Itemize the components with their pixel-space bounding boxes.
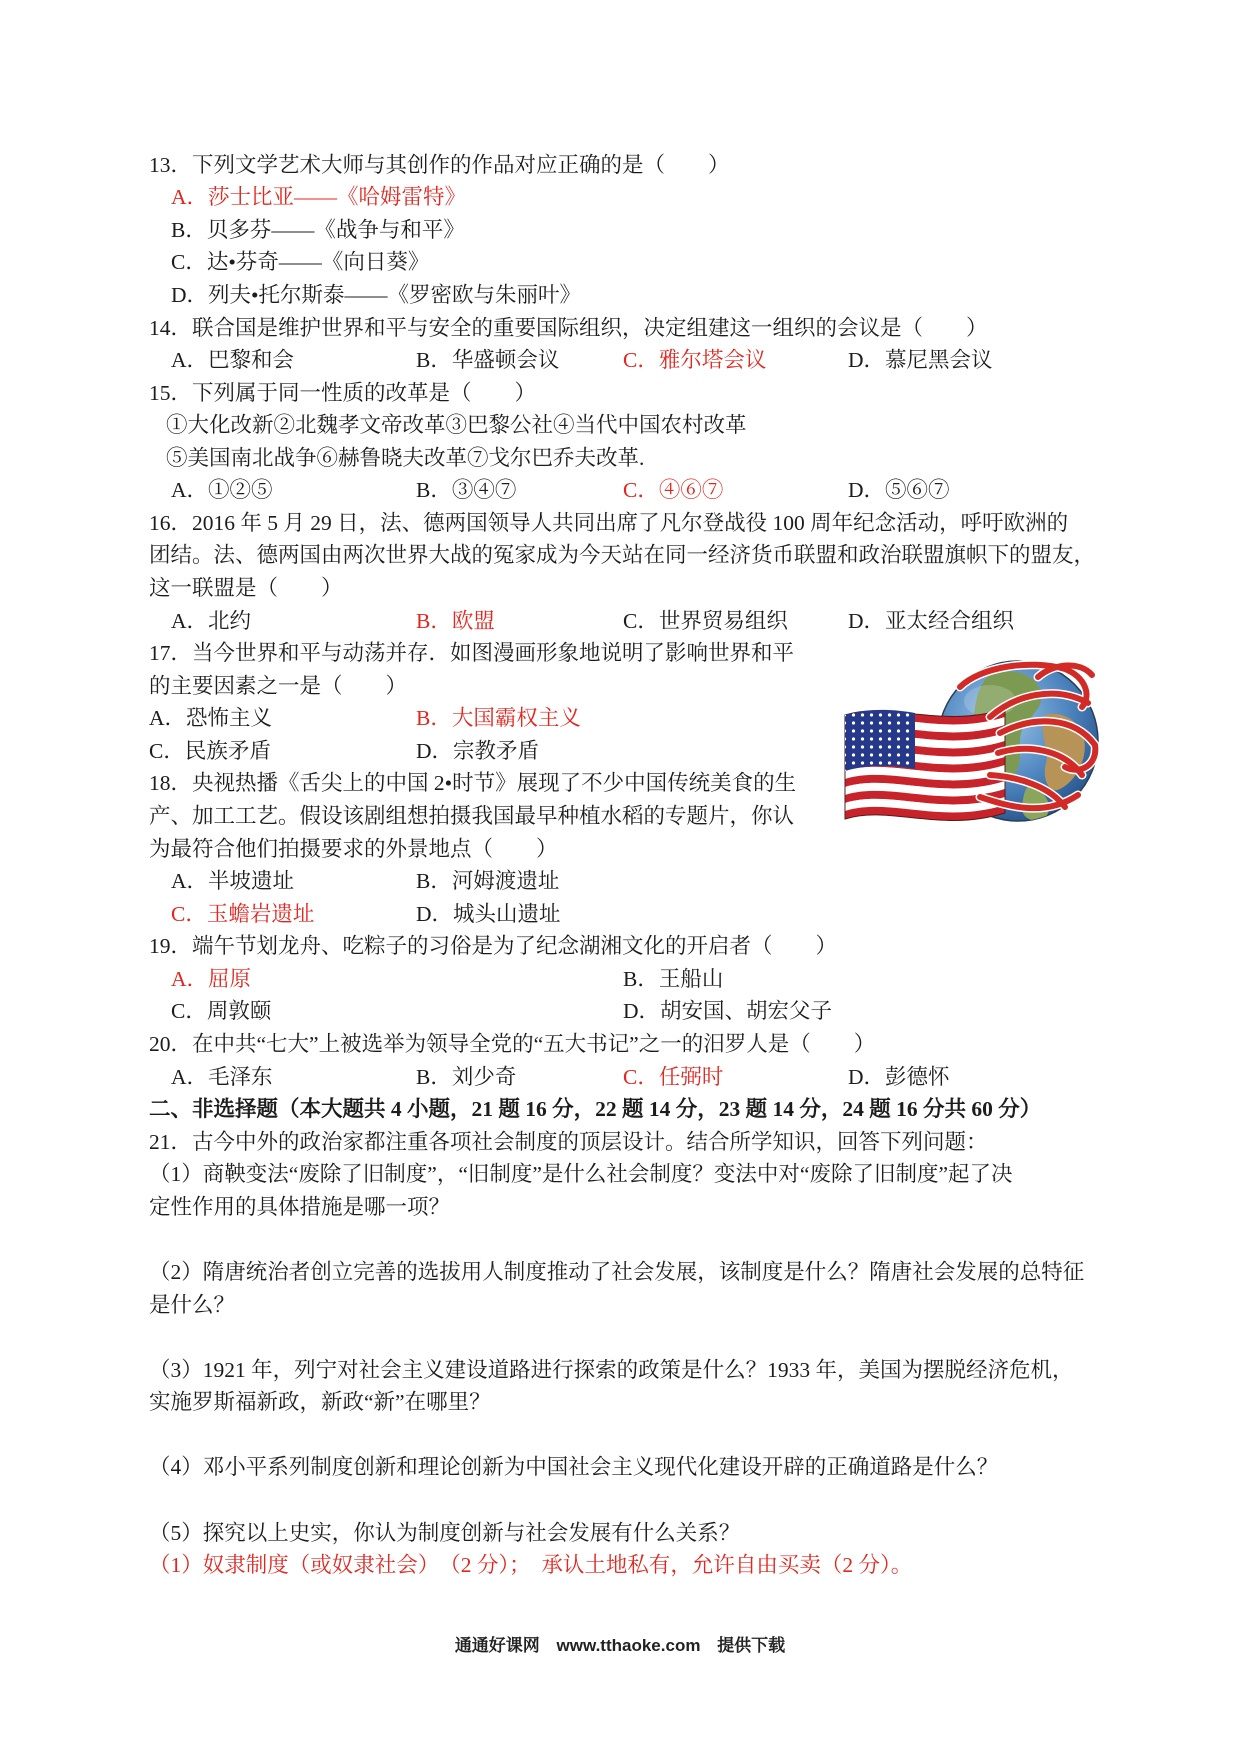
option-b <box>416 865 559 898</box>
option-label: B． <box>416 348 452 372</box>
question-text-line: 团结。法、德两国由两次世界大战的冤家成为今天站在同一经济货币联盟和政治联盟旗帜下的盟友， <box>149 543 1096 568</box>
option-text: 华盛顿会议 <box>451 348 560 372</box>
cartoon-figure <box>840 655 1100 830</box>
option-text: 列夫•托尔斯泰——《罗密欧与朱丽叶》 <box>208 282 582 307</box>
option-b <box>623 963 723 996</box>
question-number: 20． <box>149 1032 193 1056</box>
question-text: 联合国是维护世界和平与安全的重要国际组织，决定组建这一组织的会议是（ ） <box>192 315 988 340</box>
question-stem <box>149 930 837 963</box>
option-text: 半坡遗址 <box>208 869 295 894</box>
option-text: 巴黎和会 <box>208 348 295 372</box>
option-label: D． <box>848 1064 886 1089</box>
question-text: 2016 年 5 月 29 日，法、德两国领导人共同出席了凡尔登战役 100 周年纪念活动，呼吁欧洲的 <box>192 510 1069 535</box>
option-text: 慕尼黑会议 <box>885 348 993 372</box>
question-text: 下列属于同一性质的改革是（ ） <box>192 380 537 405</box>
option-label: D． <box>848 608 886 633</box>
option-d <box>848 1061 950 1094</box>
option-a <box>171 344 294 377</box>
sub-question-1: （1）商鞅变法“废除了旧制度”，“旧制度”是什么社会制度？变法中对“废除了旧制度”起了决 <box>149 1162 1013 1187</box>
option-b <box>416 605 495 638</box>
option-label: B． <box>416 706 452 731</box>
question-text-line: 为最符合他们拍摄要求的外景地点（ ） <box>149 836 558 861</box>
option-text: 河姆渡遗址 <box>451 869 560 894</box>
question-text: 下列文学艺术大师与其创作的作品对应正确的是（ ） <box>192 152 730 177</box>
option-c <box>623 605 788 638</box>
option-label: C． <box>623 1064 659 1089</box>
option-c <box>171 995 271 1028</box>
option-text: 亚太经合组织 <box>885 608 1015 633</box>
answer-line: （1）奴隶制度（或奴隶社会） （2 分）； 承认土地私有，允许自由买卖（2 分）。 <box>149 1553 913 1578</box>
question-stem <box>149 767 796 800</box>
footer-url: www.tthaoke.com <box>556 1636 701 1655</box>
option-text: 恐怖主义 <box>186 706 273 731</box>
option-d <box>848 474 950 507</box>
option-text: ①②⑤ <box>208 478 273 503</box>
option-label: D． <box>848 348 886 372</box>
option-text: 北约 <box>208 608 252 633</box>
option-text: ⑤⑥⑦ <box>885 478 950 503</box>
question-text: 央视热播《舌尖上的中国 2•时节》展现了不少中国传统美食的生 <box>192 771 797 796</box>
sub-question-2: （2）隋唐统治者创立完善的选拔用人制度推动了社会发展，该制度是什么？隋唐社会发展的总特征 <box>149 1260 1085 1284</box>
option-b <box>416 1061 516 1094</box>
option-label: A． <box>171 185 209 210</box>
option-c <box>623 474 723 507</box>
sub-question-3-continued: 实施罗斯福新政，新政“新”在哪里？ <box>149 1390 491 1415</box>
section-heading: 二、非选择题（本大题共 4 小题，21 题 16 分，22 题 14 分，23 题 14 分，24 题 16 分共 60 分） <box>149 1097 1042 1122</box>
option-text: 宗教矛盾 <box>453 738 540 763</box>
option-text: 王船山 <box>658 966 724 991</box>
option-a <box>171 474 273 507</box>
option-b <box>416 702 581 735</box>
option-label: D． <box>416 738 454 763</box>
option-text: 胡安国、胡宏父子 <box>660 999 833 1024</box>
option-text: ④⑥⑦ <box>658 478 724 503</box>
option-label: D． <box>171 282 209 307</box>
option-label: A． <box>171 608 209 633</box>
option-d <box>848 605 1014 638</box>
option-label: A． <box>171 348 209 372</box>
option-text: 任弼时 <box>658 1064 724 1089</box>
question-number: 19． <box>149 934 193 959</box>
option-text: 贝多芬——《战争与和平》 <box>206 217 465 242</box>
option-text: 雅尔塔会议 <box>658 348 767 372</box>
option-label: B． <box>171 217 207 242</box>
question-text-line: 产、加工工艺。假设该剧组想拍摄我国最早种植水稻的专题片，你认 <box>149 804 795 828</box>
question-number: 17． <box>149 641 193 666</box>
question-text: 当今世界和平与动荡并存．如图漫画形象地说明了影响世界和平 <box>192 641 795 666</box>
question-number: 21． <box>149 1129 193 1154</box>
question-text: 古今中外的政治家都注重各项社会制度的顶层设计。结合所学知识，回答下列问题： <box>192 1129 988 1154</box>
question-number: 16． <box>149 510 193 535</box>
option-b <box>416 474 516 507</box>
question-number: 13． <box>149 152 193 177</box>
option-label: D． <box>416 901 454 926</box>
option-c <box>171 898 314 931</box>
question-text: 端午节划龙舟、吃粽子的习俗是为了纪念湖湘文化的开启者（ ） <box>192 934 838 959</box>
option-a <box>171 865 294 898</box>
option-text: 屈原 <box>208 966 252 991</box>
option-a <box>171 1061 273 1094</box>
option-text: 彭德怀 <box>885 1064 950 1089</box>
sub-question-5: （5）探究以上史实，你认为制度创新与社会发展有什么关系？ <box>149 1520 741 1545</box>
option-d <box>623 995 832 1028</box>
option-c <box>149 735 271 768</box>
option-d <box>171 279 581 312</box>
question-stem <box>149 1028 875 1061</box>
question-stem <box>149 149 730 182</box>
option-label: B． <box>416 478 452 503</box>
option-text: 城头山遗址 <box>453 901 561 926</box>
option-label: A． <box>149 706 187 731</box>
reform-list-line: ⑤美国南北战争⑥赫鲁晓夫改革⑦戈尔巴乔夫改革. <box>166 445 645 470</box>
option-label: C． <box>171 250 207 275</box>
question-stem <box>149 377 536 410</box>
option-text: 世界贸易组织 <box>658 608 788 633</box>
question-number: 18． <box>149 771 193 796</box>
option-label: B． <box>416 608 452 633</box>
flag-canton <box>845 710 915 771</box>
option-b <box>171 214 465 247</box>
option-label: C． <box>149 738 185 763</box>
question-text: 在中共“七大”上被选举为领导全党的“五大书记”之一的汨罗人是（ ） <box>192 1032 876 1056</box>
option-text: 达•芬奇——《向日葵》 <box>206 250 430 275</box>
footer <box>0 1633 1240 1659</box>
option-label: B． <box>623 966 659 991</box>
option-label: A． <box>171 966 209 991</box>
option-d <box>416 735 539 768</box>
option-text: 毛泽东 <box>208 1064 273 1089</box>
option-text: 民族矛盾 <box>184 738 271 763</box>
sub-question-1-continued: 定性作用的具体措施是哪一项？ <box>149 1194 451 1219</box>
option-text: 玉蟾岩遗址 <box>206 901 315 926</box>
option-d <box>848 344 993 377</box>
question-text-line: 的主要因素之一是（ ） <box>149 673 408 698</box>
question-stem <box>149 637 794 670</box>
question-text-line: 这一联盟是（ ） <box>149 576 343 600</box>
option-b <box>416 344 559 377</box>
sub-question-4: （4）邓小平系列制度创新和理论创新为中国社会主义现代化建设开辟的正确道路是什么？ <box>149 1455 999 1480</box>
option-label: C． <box>171 999 207 1024</box>
option-label: B． <box>416 869 452 894</box>
option-a <box>149 702 272 735</box>
question-number: 14． <box>149 315 193 340</box>
option-a <box>171 605 251 638</box>
footer-site: 通通好课网 <box>454 1636 540 1655</box>
option-text: 莎士比亚——《哈姆雷特》 <box>208 185 467 210</box>
option-d <box>416 898 561 931</box>
option-c <box>171 246 429 279</box>
option-text: 周敦颐 <box>206 999 272 1024</box>
option-label: C． <box>623 608 659 633</box>
question-stem <box>149 312 988 345</box>
footer-action: 提供下载 <box>717 1636 786 1655</box>
option-c <box>623 344 766 377</box>
question-stem <box>149 507 1068 540</box>
sub-question-3: （3）1921 年，列宁对社会主义建设道路进行探索的政策是什么？1933 年，美国为摆脱经济危机， <box>149 1357 1074 1382</box>
option-text: 欧盟 <box>451 608 495 633</box>
question-stem <box>149 1126 988 1159</box>
option-label: B． <box>416 1064 452 1089</box>
sub-question-2-continued: 是什么？ <box>149 1292 236 1317</box>
option-c <box>623 1061 723 1094</box>
reform-list-line: ①大化改新②北魏孝文帝改革③巴黎公社④当代中国农村改革 <box>166 413 747 438</box>
option-a <box>171 963 251 996</box>
option-label: D． <box>848 478 886 503</box>
option-label: A． <box>171 478 209 503</box>
option-a <box>171 181 466 214</box>
option-text: ③④⑦ <box>451 478 517 503</box>
option-label: C． <box>171 901 207 926</box>
option-label: D． <box>623 999 661 1024</box>
option-label: A． <box>171 869 209 894</box>
option-label: A． <box>171 1064 209 1089</box>
us-flag <box>845 709 1005 820</box>
option-label: C． <box>623 478 659 503</box>
question-number: 15． <box>149 380 193 405</box>
option-text: 刘少奇 <box>451 1064 517 1089</box>
option-label: C． <box>623 348 659 372</box>
option-text: 大国霸权主义 <box>451 706 581 731</box>
